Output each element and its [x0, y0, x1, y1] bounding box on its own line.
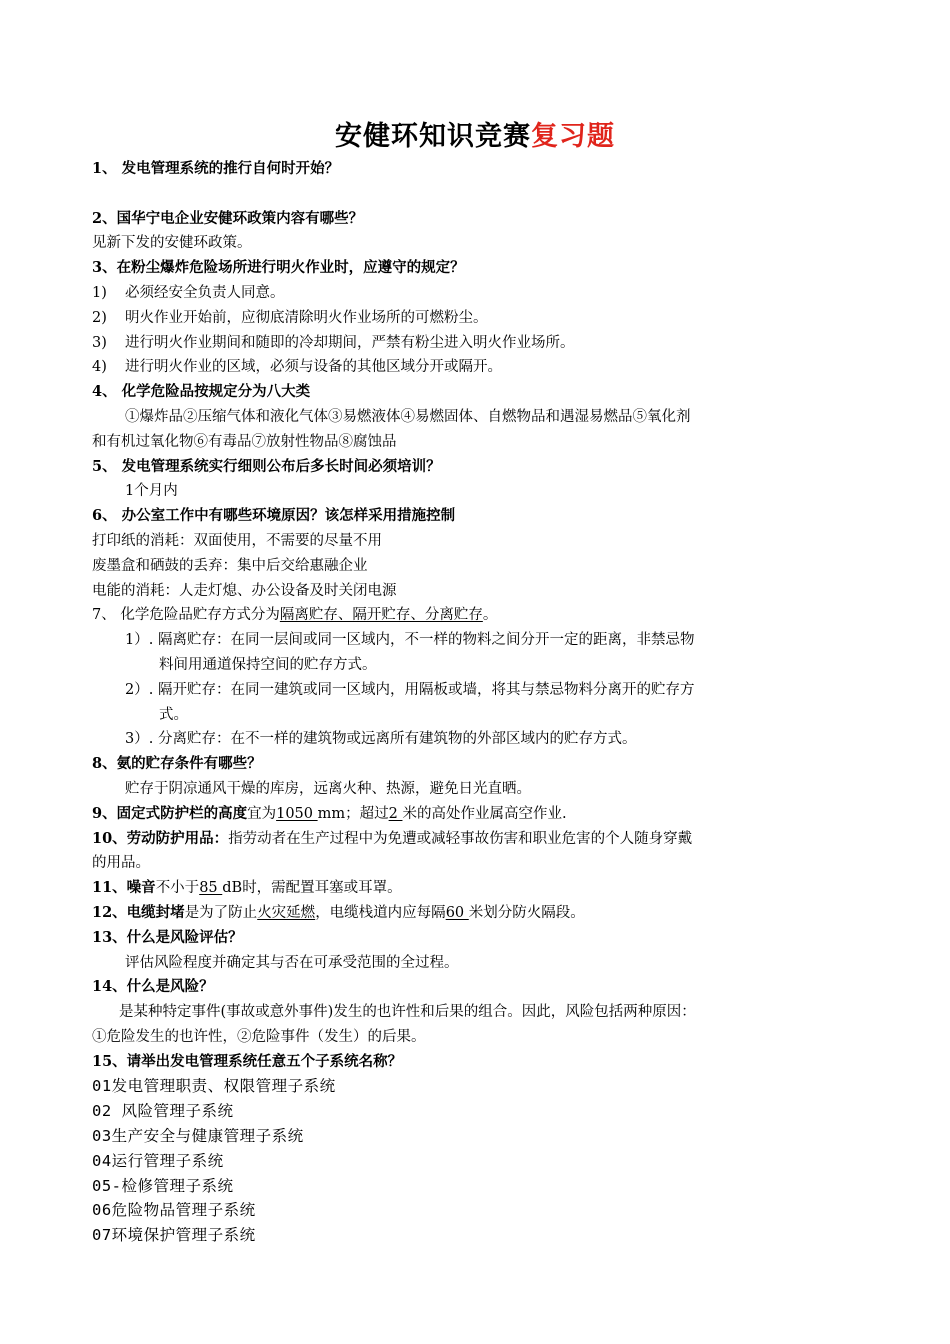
document-body: [92, 157, 792, 1248]
list-item: 07环境保护管理子系统: [92, 1226, 256, 1245]
question-14: 14、什么是风险？: [92, 978, 214, 996]
list-item: 02 风险管理子系统: [92, 1102, 234, 1121]
question-3: 3、在粉尘爆炸危险场所进行明火作业时，应遵守的规定？: [92, 259, 465, 277]
answer-2: 见新下发的安健环政策。: [92, 235, 252, 252]
underlined-term: 隔离贮存、隔开贮存、分离贮存: [279, 607, 483, 624]
question-13: 13、什么是风险评估？: [92, 928, 243, 946]
answer-14-line-1: 是某种特定事件(事故或意外事件)发生的也许性和后果的组合。因此，风险包括两种原因：: [119, 1004, 696, 1021]
question-10-cont: 的用品。: [92, 855, 150, 872]
answer-7-item-1-cont: 料间用通道保持空间的贮存方式。: [159, 656, 377, 673]
list-item: 2) 明火作业开始前，应彻底清除明火作业场所的可燃粉尘。: [92, 309, 488, 326]
answer-6-line: 废墨盒和硒鼓的丢弃：集中后交给惠融企业: [92, 557, 368, 574]
answer-13: 评估风险程度并确定其与否在可承受范围的全过程。: [125, 954, 459, 971]
question-4: 4、 化学危险品按规定分为八大类: [92, 383, 311, 401]
question-8: 8、氨的贮存条件有哪些？: [92, 755, 262, 773]
page-title: [0, 114, 950, 153]
list-item: 03生产安全与健康管理子系统: [92, 1127, 304, 1146]
list-item: 01发电管理职责、权限管理子系统: [92, 1077, 336, 1096]
list-item: 1) 必须经安全负责人同意。: [92, 284, 285, 301]
question-6: 6、 办公室工作中有哪些环境原因？该怎样采用措施控制: [92, 507, 456, 525]
answer-14-line-2: ①危险发生的也许性，②危险事件（发生）的后果。: [92, 1028, 426, 1045]
answer-4-line-2: 和有机过氧化物⑥有毒品⑦放射性物品⑧腐蚀品: [92, 433, 397, 450]
question-11: 11、噪音不小于85 dB时，需配置耳塞或耳罩。: [92, 879, 402, 897]
blank-line: [92, 182, 792, 207]
question-10: 10、劳动防护用品：指劳动者在生产过程中为免遭或减轻事故伤害和职业危害的个人随身穿戴: [92, 829, 693, 847]
title-highlight: 复习题: [531, 121, 615, 152]
answer-7-item-3: 3）. 分离贮存：在不一样的建筑物或远离所有建筑物的外部区域内的贮存方式。: [125, 731, 637, 748]
answer-8: 贮存于阴凉通风干燥的库房，远离火种、热源，避免日光直晒。: [125, 780, 531, 797]
list-item: 04运行管理子系统: [92, 1151, 224, 1170]
list-item: 4) 进行明火作业的区域，必须与设备的其他区域分开或隔开。: [92, 359, 502, 376]
answer-4-line-1: ①爆炸品②压缩气体和液化气体③易燃液体④易燃固体、自燃物品和遇湿易燃品⑤氧化剂: [125, 408, 691, 425]
title-main: 安健环知识竞赛: [335, 121, 531, 152]
question-2: 2、国华宁电企业安健环政策内容有哪些？: [92, 209, 364, 227]
answer-6-line: 电能的消耗：人走灯熄、办公设备及时关闭电源: [92, 582, 397, 599]
question-15: 15、请举出发电管理系统任意五个子系统名称？: [92, 1052, 403, 1070]
list-item: 3) 进行明火作业期间和随即的冷却期间，严禁有粉尘进入明火作业场所。: [92, 334, 575, 351]
answer-7-item-1: 1）. 隔离贮存：在同一层间或同一区域内，不一样的物料之间分开一定的距离，非禁忌物: [125, 632, 695, 649]
question-1: 1、 发电管理系统的推行自何时开始？: [92, 160, 340, 177]
question-9: 9、固定式防护栏的高度宜为1050 mm；超过2 米的高处作业属高空作业.: [92, 804, 567, 822]
answer-7-item-2-cont: 式。: [159, 706, 188, 723]
answer-6-line: 打印纸的消耗：双面使用，不需要的尽量不用: [92, 532, 382, 549]
list-item: 06危险物品管理子系统: [92, 1201, 256, 1220]
question-7: 7、 化学危险品贮存方式分为隔离贮存、隔开贮存、分离贮存。: [92, 607, 498, 624]
answer-7-item-2: 2）. 隔开贮存：在同一建筑或同一区域内，用隔板或墙，将其与禁忌物料分离开的贮存方: [125, 681, 695, 698]
question-5: 5、 发电管理系统实行细则公布后多长时间必须培训？: [92, 457, 441, 475]
question-12: 12、电缆封堵是为了防止火灾延燃，电缆栈道内应每隔60 米划分防火隔段。: [92, 903, 585, 921]
answer-5: 1个月内: [125, 483, 178, 500]
list-item: 05-检修管理子系统: [92, 1176, 234, 1195]
